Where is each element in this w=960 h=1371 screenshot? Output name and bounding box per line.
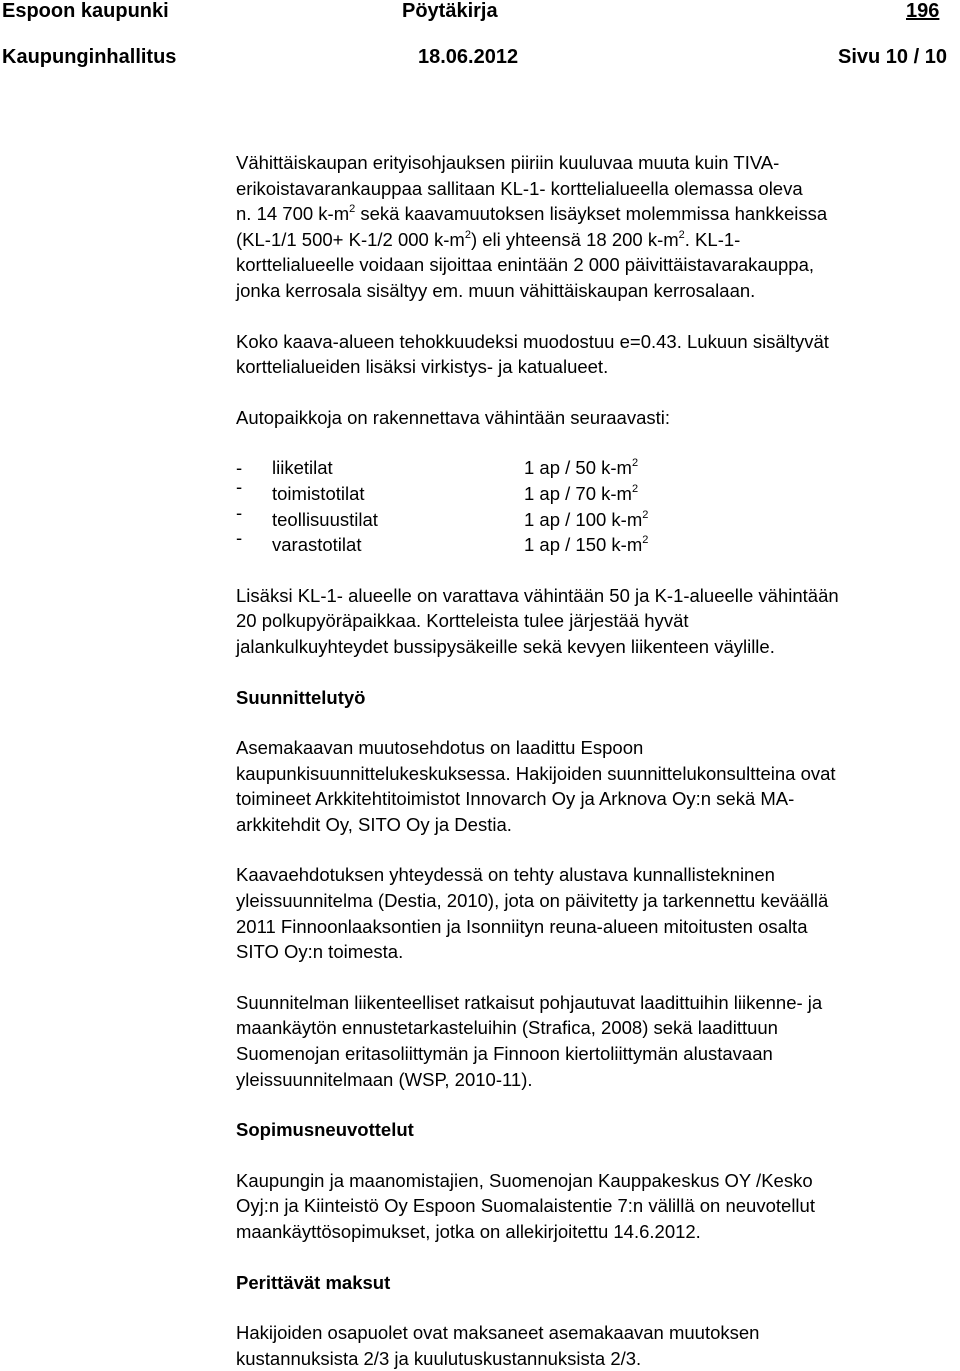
list-item: - toimistotilat 1 ap / 70 $k-m^2$ (236, 475, 639, 504)
page-header-row-2 (0, 46, 960, 76)
paragraph-parking-intro: Autopaikkoja on rakennettava vähintään seuraavasti: (236, 406, 671, 428)
paragraph-retail: Vähittäiskaupan erityisohjauksen piiriin kuuluvaa muuta kuin TIVA- erikoistavarankauppaa sallitaan KL-1- korttelialueella olemassa oleva n. 14 700 $k-m^2$ sekä kaavamuutoksen lisäykset molemmissa hankkeissa (KL-1/1 500+ K-1/2 000 $k-m^2$) eli yhteensä 18 200 $k-m^2$. KL-1- korttelialueelle voidaan sijoittaa enintään 2 000 päivittäistavarakauppa, jonka kerrosala sisältyy em. muun vähittäiskaupan kerrosalaan. (236, 152, 828, 301)
list-item: - teollisuustilat 1 ap / 100 $k-m^2$ (236, 501, 649, 530)
document-body (236, 150, 958, 1371)
list-item: - varastotilat 1 ap / 150 $k-m^2$ (236, 527, 649, 556)
paragraph-infrastructure: Kaavaehdotuksen yhteydessä on tehty alustava kunnallistekninen yleissuunnitelma (Destia, 2010), jota on päivitetty ja tarkennettu keväällä 2011 Finnoonlaaksontien ja Isonniityn reuna-alueen mitoitusten osalta SITO Oy:n toimesta. (236, 864, 829, 963)
heading-perittavat-maksut: Perittävät maksut (236, 1271, 391, 1293)
organization-name: Espoon kaupunki (2, 0, 169, 22)
parking-list (236, 455, 958, 557)
paragraph-bicycle: Lisäksi KL-1- alueelle on varattava vähintään 50 ja K-1-alueelle vähintään 20 polkupyöräpaikkaa. Kortteleista tulee järjestää hyvät jalankulkuyhteydet bussipysäkeille sekä kevyen liikenteen väylille. (236, 584, 839, 657)
page-indicator: Sivu 10 / 10 (838, 46, 947, 68)
document-number: 196 (906, 0, 940, 22)
document-type: Pöytäkirja (402, 0, 498, 22)
paragraph-agreements: Kaupungin ja maanomistajien, Suomenojan Kauppakeskus OY /Kesko Oyj:n ja Kiinteistö Oy Espoon Suomalaistentie 7:n välillä on neuvotellut maankäyttösopimukset, jotka on allekirjoitettu 14.6.2012. (236, 1169, 815, 1242)
heading-suunnittelutyo: Suunnittelutyö (236, 686, 366, 708)
page-header-row-1 (0, 0, 960, 30)
heading-sopimusneuvottelut: Sopimusneuvottelut (236, 1119, 414, 1141)
governing-body: Kaupunginhallitus (2, 46, 177, 68)
list-item: - liiketilat 1 ap / 50 $k-m^2$ (236, 457, 639, 479)
paragraph-planning: Asemakaavan muutosehdotus on laadittu Espoon kaupunkisuunnittelukeskuksessa. Hakijoiden suunnittelukonsultteina ovat toimineet Arkkitehtitoimistot Innovarch Oy ja Arknova Oy:n sekä MA- arkkitehdit Oy, SITO Oy ja Destia. (236, 737, 836, 835)
paragraph-fees: Hakijoiden osapuolet ovat maksaneet asemakaavan muutoksen kustannuksista 2/3 ja kuulutuskustannuksista 2/3. (236, 1322, 760, 1369)
paragraph-traffic: Suunnitelman liikenteelliset ratkaisut pohjautuvat laadittuihin liikenne- ja maankäytön ennustetarkasteluihin (Strafica, 2008) sekä laadittuun Suomenojan eritasoliittymän ja Finnoon kiertoliittymän alustavaan yleissuunnitelmaan (WSP, 2010-11). (236, 991, 823, 1090)
paragraph-efficiency: Koko kaava-alueen tehokkuudeksi muodostuu e=0.43. Lukuun sisältyvät korttelialueiden lisäksi virkistys- ja katualueet. (236, 330, 829, 378)
meeting-date: 18.06.2012 (418, 46, 519, 68)
